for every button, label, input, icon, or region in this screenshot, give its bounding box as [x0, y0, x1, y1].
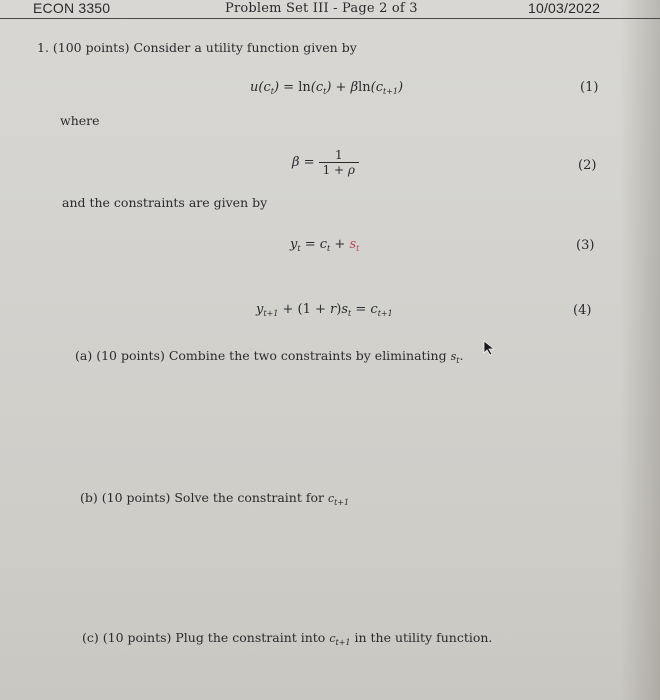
photo-shadow — [620, 0, 660, 700]
part-c-text: (10 points) Plug the constraint into — [102, 630, 326, 645]
equation-beta: β = $\frac{1}{1 + \rho}$ — [292, 148, 359, 177]
part-a: (a) (10 points) Combine the two constraints by eliminating $s_t$. — [75, 348, 464, 365]
problem-intro: 1. (100 points) Consider a utility function given by — [37, 40, 357, 55]
part-b-label: (b) — [80, 490, 98, 505]
equation-budget-period-t: $y_t = c_t + s_t$ — [290, 237, 360, 253]
equation-number-1: (1) — [580, 80, 599, 95]
part-b-text: (10 points) Solve the constraint for — [101, 490, 324, 505]
page-title: Problem Set III - Page 2 of 3 — [225, 1, 418, 16]
part-b: (b) (10 points) Solve the constraint for $c_{t+1}$ — [80, 490, 350, 507]
part-a-text: (10 points) Combine the two constraints by eliminating — [96, 348, 447, 363]
equation-number-2: (2) — [578, 158, 597, 173]
part-c: (c) (10 points) Plug the constraint into $c_{t+1}$ in the utility function. — [82, 630, 493, 647]
part-c-tail: in the utility function. — [354, 630, 493, 645]
equation-number-3: (3) — [576, 238, 595, 253]
course-code: ECON 3350 — [33, 0, 111, 16]
part-a-label: (a) — [75, 348, 93, 363]
equation-number-4: (4) — [573, 303, 592, 318]
date: 10/03/2022 — [528, 0, 601, 16]
equation-utility: $u(c_t) = \ln(c_t) + \beta\ln(c_{t+1})$ — [250, 80, 404, 96]
part-c-label: (c) — [82, 630, 99, 645]
where-label: where — [60, 113, 100, 128]
mouse-cursor-icon — [483, 340, 497, 356]
constraints-label: and the constraints are given by — [62, 195, 268, 210]
header-divider — [0, 18, 660, 19]
equation-budget-period-t1: $y_{t+1} + (1 + r)s_t = c_{t+1}$ — [256, 302, 393, 318]
